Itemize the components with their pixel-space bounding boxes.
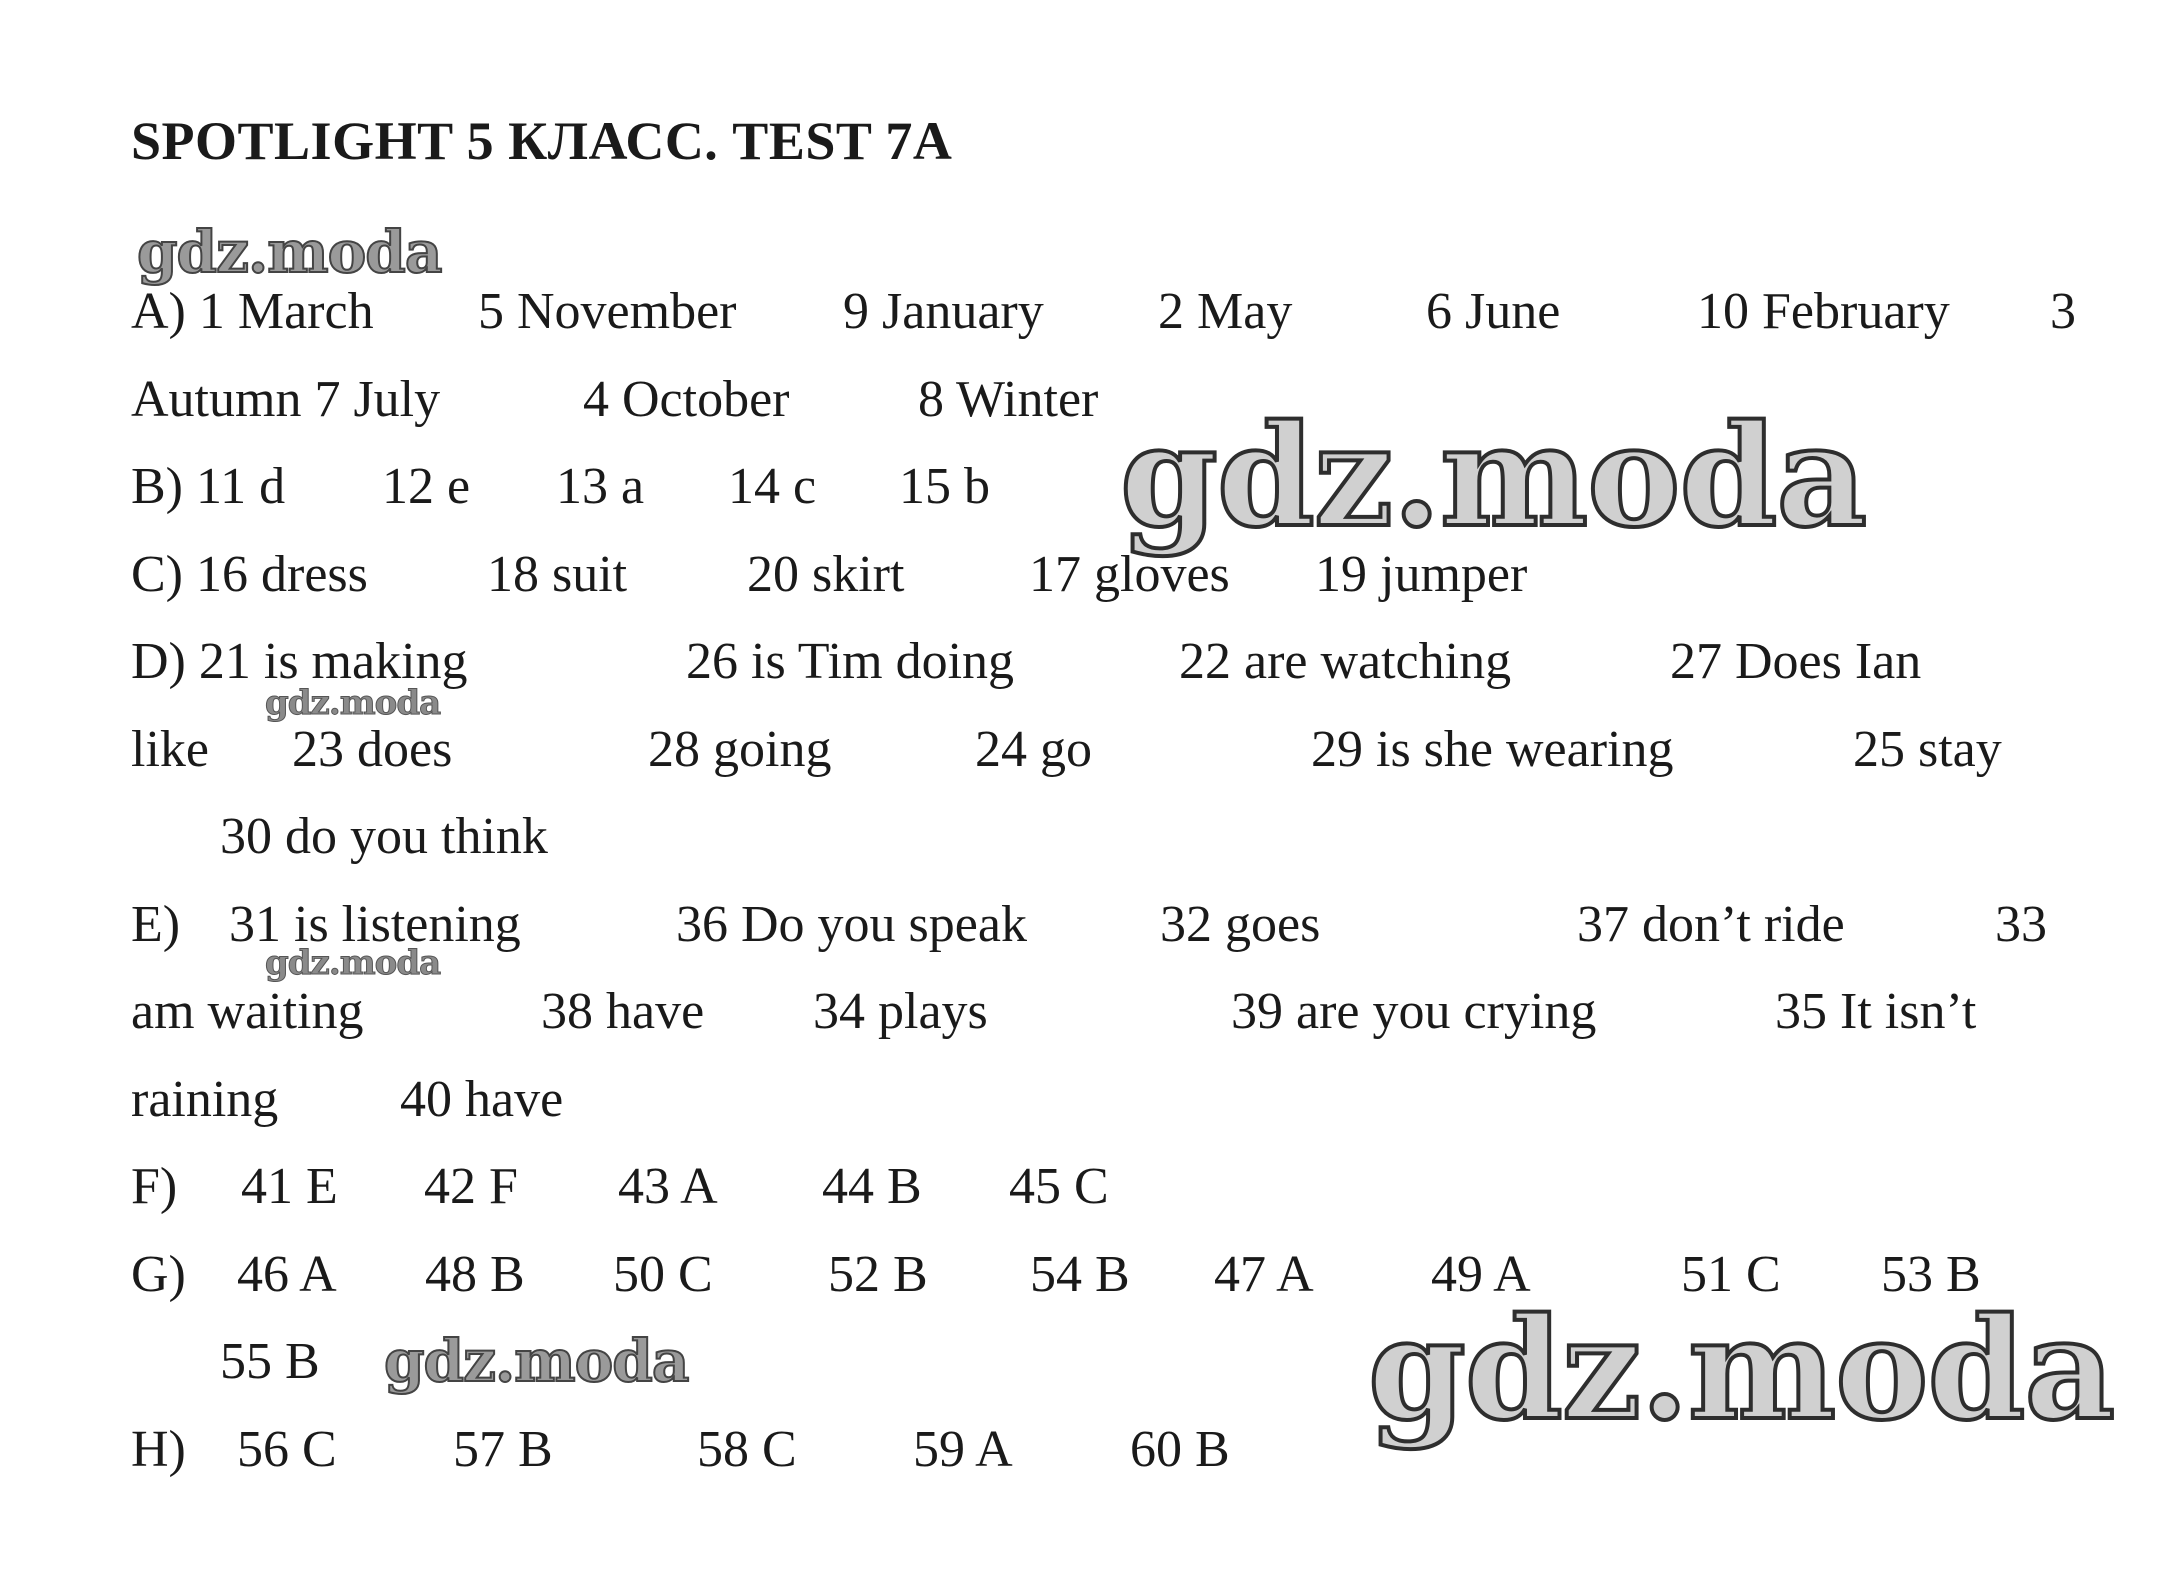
- answer-item: 34 plays: [813, 983, 988, 1040]
- answer-item: 43 A: [618, 1158, 718, 1215]
- answer-item: 55 B: [220, 1333, 320, 1390]
- answer-item: 8 Winter: [918, 371, 1099, 428]
- answer-item: 14 c: [728, 458, 817, 515]
- answer-item: 19 jumper: [1315, 546, 1528, 603]
- answer-item: 54 B: [1030, 1246, 1130, 1303]
- answer-item: D) 21 is making: [131, 633, 468, 690]
- answer-item: 35 It isn’t: [1775, 983, 1977, 1040]
- answer-item: 38 have: [541, 983, 705, 1040]
- answer-item: 40 have: [400, 1071, 564, 1128]
- watermark-logo: gdz.moda: [1368, 1288, 2115, 1452]
- answer-item: 5 November: [478, 283, 737, 340]
- answer-item: 13 a: [556, 458, 645, 515]
- answer-item: 50 C: [613, 1246, 713, 1303]
- answer-item: 53 B: [1881, 1246, 1981, 1303]
- watermark-logo: gdz.moda: [137, 218, 442, 286]
- answer-item: H): [131, 1421, 186, 1478]
- answer-item: 51 C: [1681, 1246, 1781, 1303]
- answer-item: F): [131, 1158, 178, 1215]
- answer-item: 9 January: [843, 283, 1044, 340]
- answer-item: 18 suit: [487, 546, 628, 603]
- answer-item: 24 go: [975, 721, 1092, 778]
- answer-item: 4 October: [583, 371, 790, 428]
- answer-item: 31 is listening: [229, 896, 521, 953]
- answer-item: 17 gloves: [1029, 546, 1230, 603]
- answer-item: 47 A: [1214, 1246, 1314, 1303]
- answer-item: 37 don’t ride: [1577, 896, 1845, 953]
- answer-item: 22 are watching: [1179, 633, 1512, 690]
- answer-item: 30 do you think: [220, 808, 548, 865]
- answer-item: 26 is Tim doing: [686, 633, 1015, 690]
- answer-item: 42 F: [424, 1158, 518, 1215]
- answer-item: 29 is she wearing: [1311, 721, 1674, 778]
- answer-item: Autumn 7 July: [131, 371, 441, 428]
- watermark-logo: gdz.moda: [1120, 395, 1867, 559]
- answer-item: 15 b: [899, 458, 990, 515]
- answer-item: 49 A: [1431, 1246, 1531, 1303]
- answer-item: 23 does: [292, 721, 453, 778]
- answer-item: 56 C: [237, 1421, 337, 1478]
- answer-item: 20 skirt: [747, 546, 905, 603]
- answer-item: 41 E: [241, 1158, 338, 1215]
- answer-item: G): [131, 1246, 186, 1303]
- answer-item: E): [131, 896, 181, 953]
- watermark-logo: gdz.moda: [265, 683, 441, 723]
- answer-item: 27 Does Ian: [1670, 633, 1922, 690]
- answer-item: 44 B: [822, 1158, 922, 1215]
- answer-item: 33: [1995, 896, 2047, 953]
- answer-item: 57 B: [453, 1421, 553, 1478]
- answer-item: 59 A: [913, 1421, 1013, 1478]
- watermark-logo: gdz.moda: [384, 1327, 689, 1395]
- answer-item: 60 B: [1130, 1421, 1230, 1478]
- answer-item: 58 C: [697, 1421, 797, 1478]
- answer-item: A) 1 March: [131, 283, 374, 340]
- answer-item: 39 are you crying: [1231, 983, 1597, 1040]
- page-title: SPOTLIGHT 5 КЛАСС. TEST 7A: [131, 111, 953, 171]
- answer-item: 3: [2050, 283, 2076, 340]
- answer-item: 36 Do you speak: [676, 896, 1027, 953]
- answer-item: 12 e: [382, 458, 471, 515]
- answer-item: B) 11 d: [131, 458, 286, 515]
- answer-item: raining: [131, 1071, 279, 1128]
- answer-item: 45 C: [1009, 1158, 1109, 1215]
- watermark-logo: gdz.moda: [265, 943, 441, 983]
- answer-item: 2 May: [1158, 283, 1293, 340]
- answer-item: 25 stay: [1853, 721, 2002, 778]
- answer-item: 46 A: [237, 1246, 337, 1303]
- answer-item: like: [131, 721, 209, 778]
- answer-item: 32 goes: [1160, 896, 1321, 953]
- answer-item: 10 February: [1697, 283, 1950, 340]
- answer-item: 52 B: [828, 1246, 928, 1303]
- answer-item: am waiting: [131, 983, 364, 1040]
- answer-item: 48 B: [425, 1246, 525, 1303]
- answer-item: 28 going: [648, 721, 832, 778]
- answer-item: 6 June: [1426, 283, 1561, 340]
- answer-item: C) 16 dress: [131, 546, 368, 603]
